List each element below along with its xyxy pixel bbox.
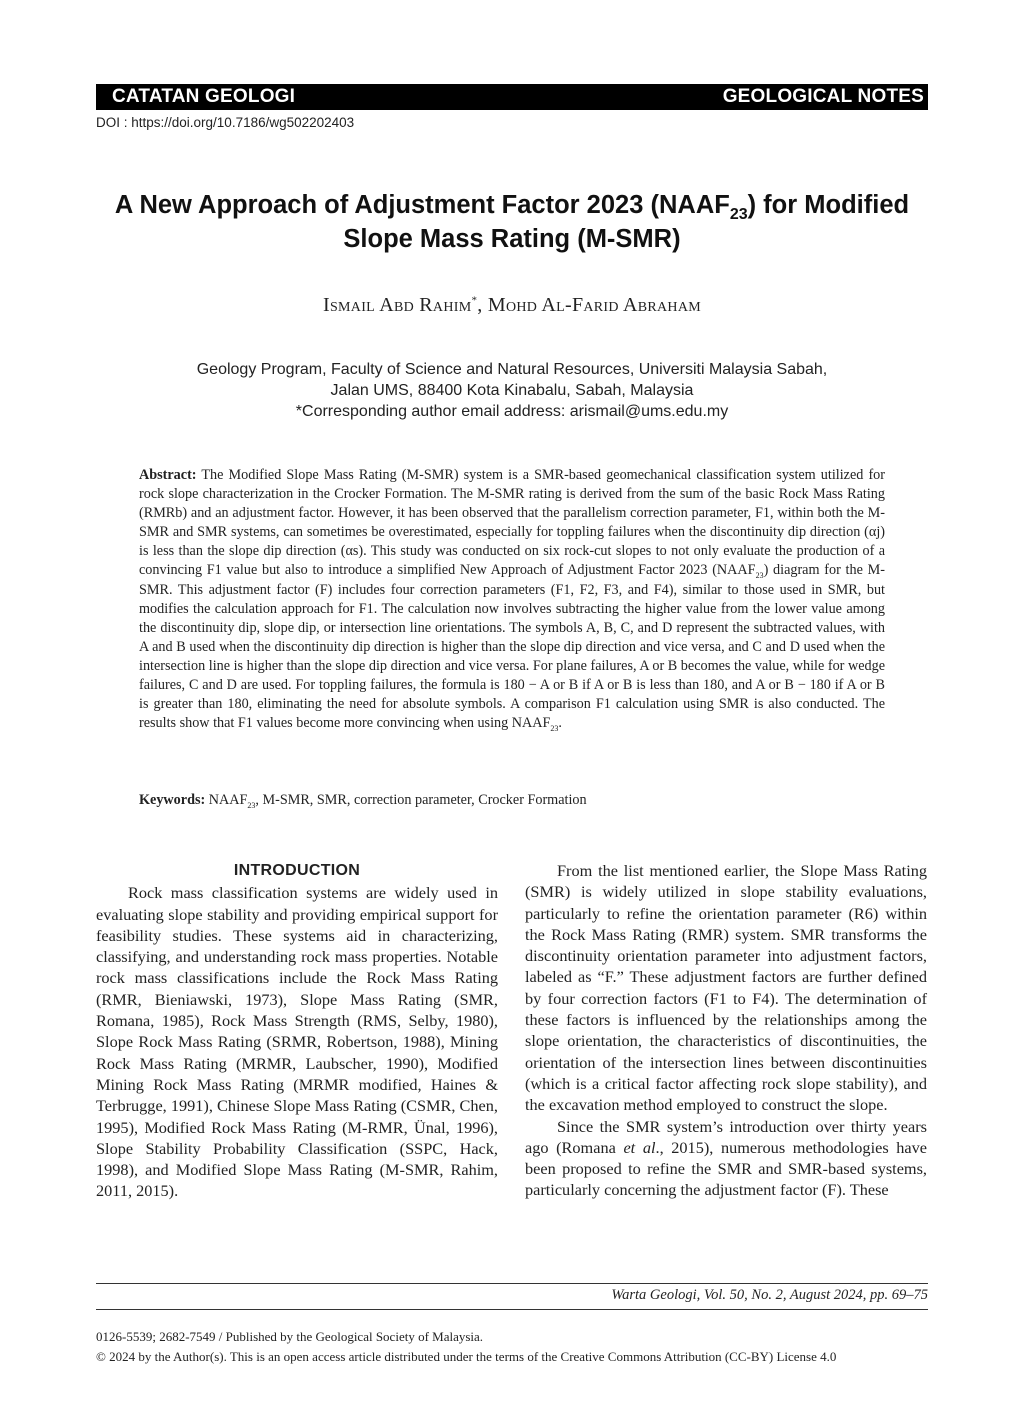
header-right-label: GEOLOGICAL NOTES [722, 86, 924, 107]
keywords [139, 792, 885, 809]
intro-paragraph-1: Rock mass classification systems are widely used in evaluating slope stability and providing empirical support for feasibility studies. These systems aid in characterizing, classifying, and understanding rock mass properties. Notable rock mass classifications include the Rock Mass Rating (RMR, Bieniawski, 1973), Slope Mass Rating (SMR, Romana, 1985), Rock Mass Strength (RMS, Selby, 1980), Slope Rock Mass Rating (SRMR, Robertson, 1988), Mining Rock Mass Rating (MRMR, Laubscher, 1990), Modified Mining Rock Mass Rating (MRMR modified, Haines & Terbrugge, 1991), Chinese Slope Mass Rating (CSMR, Chen, 1995), Modified Rock Mass Rating (M-RMR, Ünal, 1996), Slope Stability Probability Classification (SSPC, Hack, 1998), and Modified Slope Mass Rating (M-SMR, Rahim, 2011, 2015). [96, 883, 498, 1201]
author-2: Mohd Al-Farid Abraham [487, 294, 701, 316]
intro-paragraph-2: From the list mentioned earlier, the Slope Mass Rating (SMR) is widely utilized in slope stability evaluations, particularly to refine the orientation parameter (R6) within the Rock Mass Rating (RMR) system. SMR transforms the discontinuity orientation parameter into adjustment factors, labeled as “F.” These adjustment factors are further defined by four correction factors (F1 to F4). The determination of these factors is influenced by the relationships among the slope orientation, the characteristics of discontinuities, the orientation of the intersection lines between discontinuities (which is a critical factor affecting rock slope stability), and the excavation method employed to construct the slope. [525, 861, 927, 1115]
keywords-sub: 23 [247, 800, 256, 810]
license-statement: © 2024 by the Author(s). This is an open access article distributed under the terms of the Creative Commons Attribution (CC-BY) License 4.0 [96, 1349, 837, 1364]
journal-reference: Warta Geologi, Vol. 50, No. 2, August 2024, pp. 69–75 [611, 1287, 928, 1303]
corresponding-email[interactable]: *Corresponding author email address: arismail@ums.edu.my [295, 403, 729, 420]
doi-link[interactable]: DOI : https://doi.org/10.7186/wg502202403 [96, 115, 355, 130]
author-separator: , [477, 294, 488, 316]
author-1: Ismail Abd Rahim [322, 294, 472, 316]
affiliation-line2: Jalan UMS, 88400 Kota Kinabalu, Sabah, Malaysia [330, 382, 694, 399]
para3-text-pre: Since the SMR system’s introduction over thirty years ago (Romana [525, 1116, 927, 1157]
body-column-left [96, 860, 498, 1202]
section-heading-introduction: INTRODUCTION [233, 862, 361, 879]
title-line2: Slope Mass Rating (M-SMR) [343, 225, 681, 253]
abstract-label: Abstract: [139, 467, 197, 483]
affiliation [96, 359, 928, 422]
title-line1-pre: A New Approach of Adjustment Factor 2023 (NAAF [114, 191, 730, 219]
abstract-sub-2: 23 [550, 724, 559, 734]
affiliation-line1: Geology Program, Faculty of Science and Natural Resources, Universiti Malaysia Sabah, [196, 361, 828, 378]
corresponding-mark: * [471, 294, 478, 307]
abstract-text-3: . [558, 715, 562, 732]
para3-italic: et al [623, 1137, 656, 1157]
keywords-text-1: NAAF [205, 792, 248, 808]
section-header-bar [96, 84, 928, 110]
intro-paragraph-3 [525, 1116, 927, 1201]
paper-title [60, 188, 964, 256]
title-line1-post: ) for Modified [747, 191, 910, 219]
body-column-right [525, 860, 927, 1201]
title-subscript: 23 [729, 206, 748, 224]
footer-divider-bottom [96, 1309, 928, 1310]
header-left-label: CATATAN GEOLOGI [112, 86, 296, 107]
footer-divider-top [96, 1283, 928, 1284]
abstract-sub-1: 23 [755, 571, 764, 581]
abstract-text-1: The Modified Slope Mass Rating (M-SMR) system is a SMR-based geomechanical classification system utilized for rock slope characterization in the Crocker Formation. The M-SMR rating is derived from the sum of the basic Rock Mass Rating (RMRb) and an adjustment factor. However, it has been observed that the parallelism correction parameter, F1, within both the M-SMR and SMR systems, can sometimes be overestimated, especially for toppling failures when the discontinuity dip direction (αj) is less than the slope dip direction (αs). This study was conducted on six rock-cut slopes to not only evaluate the production of a convincing F1 value but also to introduce a simplified New Approach of Adjustment Factor 2023 (NAAF [139, 467, 885, 579]
author-list [96, 294, 928, 317]
keywords-text-2: , M-SMR, SMR, correction parameter, Crocker Formation [255, 792, 587, 808]
abstract [139, 466, 885, 733]
keywords-label: Keywords: [139, 792, 206, 808]
para3-text-post: ., 2015), numerous methodologies have been proposed to refine the SMR and SMR-based systems, particularly concerning the adjustment factor (F). These [525, 1137, 928, 1200]
issn-publisher: 0126-5539; 2682-7549 / Published by the Geological Society of Malaysia. [96, 1329, 484, 1344]
abstract-text-2: ) diagram for the M-SMR. This adjustment factor (F) includes four correction parameters (F1, F2, F3, and F4), similar to those used in SMR, but modifies the calculation approach for F1. The calculation now involves subtracting the higher value from the lower value among the discontinuity dip, slope dip, or intersection line orientations. The symbols A, B, C, and D represent the subtracted values, with A and B used when the discontinuity dip direction is higher than the slope dip direction and vice versa, and C and D used when the intersection line is higher than the slope dip direction and vice versa. For plane failures, A or B becomes the value, while for wedge failures, C and D are used. For toppling failures, the formula is 180 − A or B if A or B is less than 180, and A or B − 180 if A or B is greater than 180, eliminating the need for absolute symbols. A comparison F1 calculation using SMR is also conducted. The results show that F1 values become more convincing when using NAAF [139, 562, 885, 732]
